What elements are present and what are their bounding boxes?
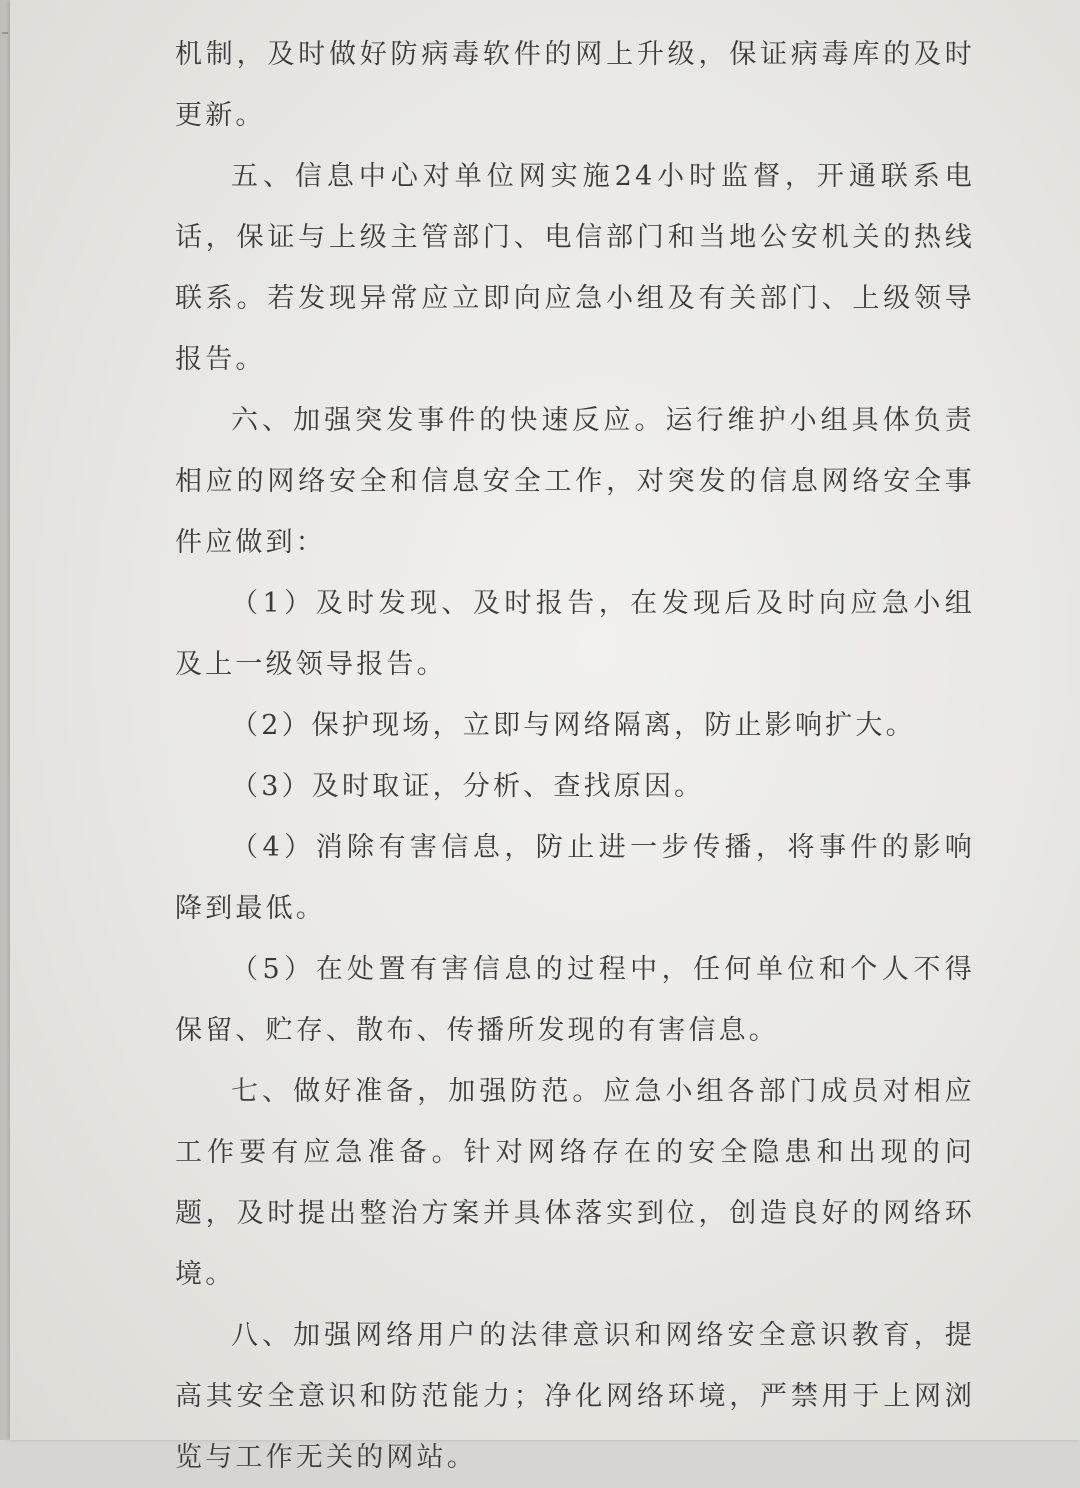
list-item-2: （2）保护现场，立即与网络隔离，防止影响扩大。 <box>231 710 916 741</box>
list-item-3: （3）及时取证，分析、查找原因。 <box>231 771 705 802</box>
paragraph-continuation: 机制，及时做好防病毒软件的网上升级，保证病毒库的及时更新。 <box>175 39 975 131</box>
paragraph-section-7: 七、做好准备，加强防范。应急小组各部门成员对相应工作要有应急准备。针对网络存在的安全隐患和出现的问题，及时提出整治方案并具体落实到位，创造良好的网络环境。 <box>175 1076 975 1290</box>
list-item-4: （4）消除有害信息，防止进一步传播，将事件的影响降到最低。 <box>175 832 975 924</box>
list-item-1: （1）及时发现、及时报告，在发现后及时向应急小组及上一级领导报告。 <box>175 588 975 680</box>
list-item-5: （5）在处置有害信息的过程中，任何单位和个人不得保留、贮存、散布、传播所发现的有害信息。 <box>175 954 975 1046</box>
paragraph-section-6: 六、加强突发事件的快速反应。运行维护小组具体负责相应的网络安全和信息安全工作，对突发的信息网络安全事件应做到： <box>175 405 975 558</box>
page-edge-mark <box>2 32 8 34</box>
paragraph-section-5: 五、信息中心对单位网实施24小时监督，开通联系电话，保证与上级主管部门、电信部门和当地公安机关的热线联系。若发现异常应立即向应急小组及有关部门、上级领导报告。 <box>175 161 975 375</box>
paragraph-section-8: 八、加强网络用户的法律意识和网络安全意识教育，提高其安全意识和防范能力；净化网络环境，严禁用于上网浏览与工作无关的网站。 <box>175 1320 975 1473</box>
document-body <box>175 24 975 1488</box>
